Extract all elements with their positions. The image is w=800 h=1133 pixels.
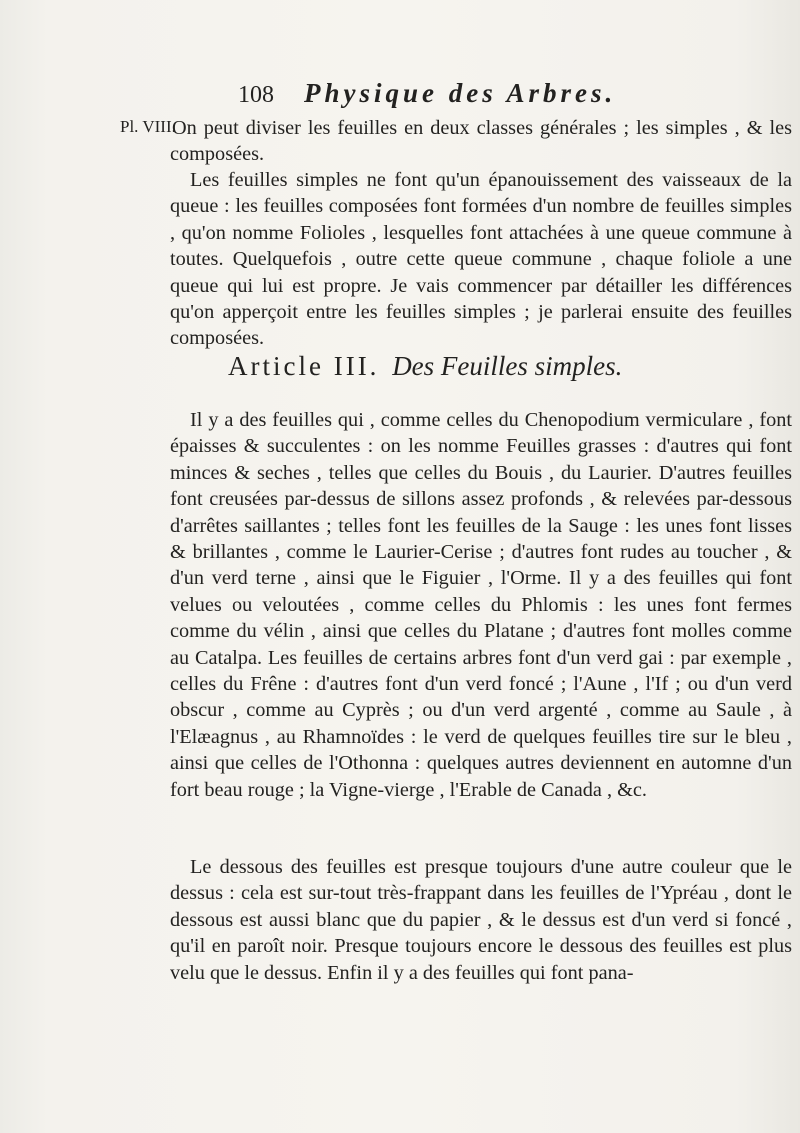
plate-reference: Pl. VIII. (120, 117, 176, 136)
paragraph: Les feuilles simples ne font qu'un épanouissement des vaisseaux de la queue : les feuilles composées font formées d'un nombre de feuilles simples , qu'on nomme Folioles , lesquelles font attachées à une queue commune à toutes. Quelquefois , outre cette queue commune , chaque foliole a une queue qui lui est propre. Je vais commencer par détailler les différences qu'on apperçoit entre les feuilles simples ; je parlerai ensuite des feuilles composées. (170, 169, 792, 350)
running-title: Physique des Arbres. (304, 78, 617, 108)
paragraph: On peut diviser les feuilles en deux classes générales ; les simples , & les composées. (170, 117, 792, 166)
paragraph: Le dessous des feuilles est presque toujours d'une autre couleur que le dessus : cela est sur-tout très-frappant dans les feuilles de l'Ypréau , dont le dessous est aussi blanc que du papier , & le dessus est d'un verd si foncé , qu'il en paroît noir. Presque toujours encore le dessous des feuilles est plus velu que le dessus. Enfin il y a des feuilles qui font pana- (170, 856, 792, 984)
article-label: Article III. (228, 351, 380, 381)
page-number: 108 (238, 82, 274, 108)
article-title: Des Feuilles simples. (392, 351, 623, 381)
paragraph: Il y a des feuilles qui , comme celles du Chenopodium vermiculare , font épaisses & succulentes : on les nomme Feuilles grasses : d'autres qui font minces & seches , telles que celles du Bouis , du Laurier. D'autres feuilles font creusées par-dessus de sillons assez profonds , & relevées par-dessous d'arrêtes saillantes ; telles font les feuilles de la Sauge : les unes font lisses & brillantes , comme le Laurier-Cerise ; d'autres font rudes au toucher , & d'un verd terne , ainsi que le Figuier , l'Orme. Il y a des feuilles qui font velues ou veloutées , comme celles du Phlomis : les unes font fermes comme du vélin , ainsi que celles du Platane ; d'autres font molles comme au Catalpa. Les feuilles de certains arbres font d'un verd gai : par exemple , celles du Frêne : d'autres font d'un verd foncé ; l'Aune , l'If ; ou d'un verd obscur , comme au Cyprès ; ou d'un verd argenté , comme au Saule , à l'Elæagnus , au Rhamnoïdes : le verd de quelques feuilles tire sur le bleu , ainsi que celles de l'Othonna : quelques autres deviennent en automne d'un fort beau rouge ; la Vigne-vierge , l'Erable de Canada , &c. (170, 409, 792, 801)
article-heading (228, 351, 622, 382)
page-header (238, 78, 616, 109)
